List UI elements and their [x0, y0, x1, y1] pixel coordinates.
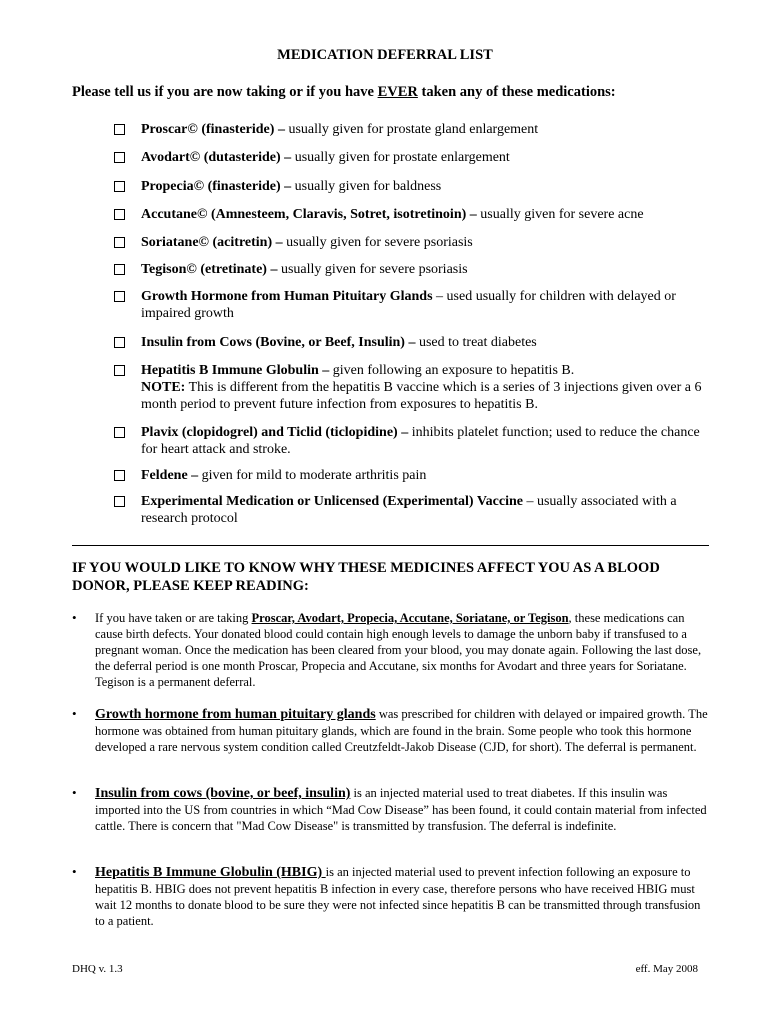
intro-emphasis: EVER	[377, 84, 418, 100]
checkbox-experimental[interactable]	[114, 496, 125, 507]
checkbox-plavix-ticlid[interactable]	[114, 427, 125, 438]
checkbox-hbig[interactable]	[114, 365, 125, 376]
bullet-bovine-insulin: • Insulin from cows (bovine, or beef, insulin) is an injected material used to treat diabetes. If this insulin was imported into the US from countries in which “Mad Cow Disease” has been found, it could contain material from infected cattle. There is concern that "Mad Cow Disease" is transmitted by transfusion. The deferral is indefinite.	[72, 785, 707, 833]
checkbox-soriatane[interactable]	[114, 237, 125, 248]
medication-item-accutane: Accutane© (Amnesteem, Claravis, Sotret, isotretinoin) – usually given for severe acne	[114, 206, 714, 223]
footer-effective-date: eff. May 2008	[635, 963, 698, 975]
page-title: MEDICATION DEFERRAL LIST	[277, 47, 493, 63]
medication-item-bovine-insulin: Insulin from Cows (Bovine, or Beef, Insulin) – used to treat diabetes	[114, 334, 714, 351]
bullet-hbig: • Hepatitis B Immune Globulin (HBIG) is an injected material used to prevent infection following an exposure to hepatitis B. HBIG does not prevent hepatitis B infection in every case, therefore persons who have received HBIG must wait 12 months to donate blood to be sure they were not infected since hepatitis B can be transmitted through transfusion to a patient.	[72, 864, 701, 928]
bullet-icon: •	[72, 864, 77, 879]
footer-version: DHQ v. 1.3	[72, 963, 123, 975]
medication-item-tegison: Tegison© (etretinate) – usually given for severe psoriasis	[114, 261, 714, 278]
checkbox-tegison[interactable]	[114, 264, 125, 275]
medication-item-avodart: Avodart© (dutasteride) – usually given for prostate enlargement	[114, 149, 714, 166]
medication-item-experimental: Experimental Medication or Unlicensed (Experimental) Vaccine – usually associated with a research protocol	[114, 493, 714, 527]
checkbox-feldene[interactable]	[114, 470, 125, 481]
checkbox-proscar[interactable]	[114, 124, 125, 135]
checkbox-bovine-insulin[interactable]	[114, 337, 125, 348]
checkbox-growth-hormone[interactable]	[114, 291, 125, 302]
bullet-growth-hormone: • Growth hormone from human pituitary glands was prescribed for children with delayed or impaired growth. The hormone was obtained from human pituitary glands, which are found in the brain. Some people who took this hormone developed a rare nervous system condition called Creutzfeldt-Jakob Disease (CJD, for short). The deferral is permanent.	[72, 706, 708, 754]
medication-item-feldene: Feldene – given for mild to moderate arthritis pain	[114, 467, 714, 484]
checkbox-propecia[interactable]	[114, 181, 125, 192]
checkbox-avodart[interactable]	[114, 152, 125, 163]
section-divider	[72, 545, 709, 546]
medication-item-hbig: Hepatitis B Immune Globulin – given following an exposure to hepatitis B. NOTE: This is different from the hepatitis B vaccine which is a series of 3 injections given over a 6 month period to prevent future infection from exposures to hepatitis B.	[114, 362, 714, 413]
medication-item-growth-hormone: Growth Hormone from Human Pituitary Glands – used usually for children with delayed or impaired growth	[114, 288, 714, 322]
section-heading: IF YOU WOULD LIKE TO KNOW WHY THESE MEDICINES AFFECT YOU AS A BLOOD DONOR, PLEASE KEEP READING:	[72, 560, 660, 594]
bullet-birth-defects: • If you have taken or are taking Proscar, Avodart, Propecia, Accutane, Soriatane, or Tegison, these medications can cause birth defects. Your donated blood could contain high enough levels to damage the unborn baby if transfused to a pregnant woman. Once the medication has been cleared from your blood, you may donate again. Following the last dose, the deferral period is one month Proscar, Propecia and Accutane, six months for Avodart and three years for Soriatane. Tegison is a permanent deferral.	[72, 610, 702, 689]
bullet-icon: •	[72, 610, 77, 625]
bullet-icon: •	[72, 706, 77, 721]
bullet-icon: •	[72, 785, 77, 800]
intro-question: Please tell us if you are now taking or if you have EVER taken any of these medications:	[72, 84, 616, 100]
checkbox-accutane[interactable]	[114, 209, 125, 220]
medication-item-proscar: Proscar© (finasteride) – usually given for prostate gland enlargement	[114, 121, 714, 138]
medication-item-soriatane: Soriatane© (acitretin) – usually given for severe psoriasis	[114, 234, 714, 251]
medication-item-propecia: Propecia© (finasteride) – usually given for baldness	[114, 178, 714, 195]
medication-item-plavix-ticlid: Plavix (clopidogrel) and Ticlid (ticlopidine) – inhibits platelet function; used to reduce the chance for heart attack and stroke.	[114, 424, 714, 458]
